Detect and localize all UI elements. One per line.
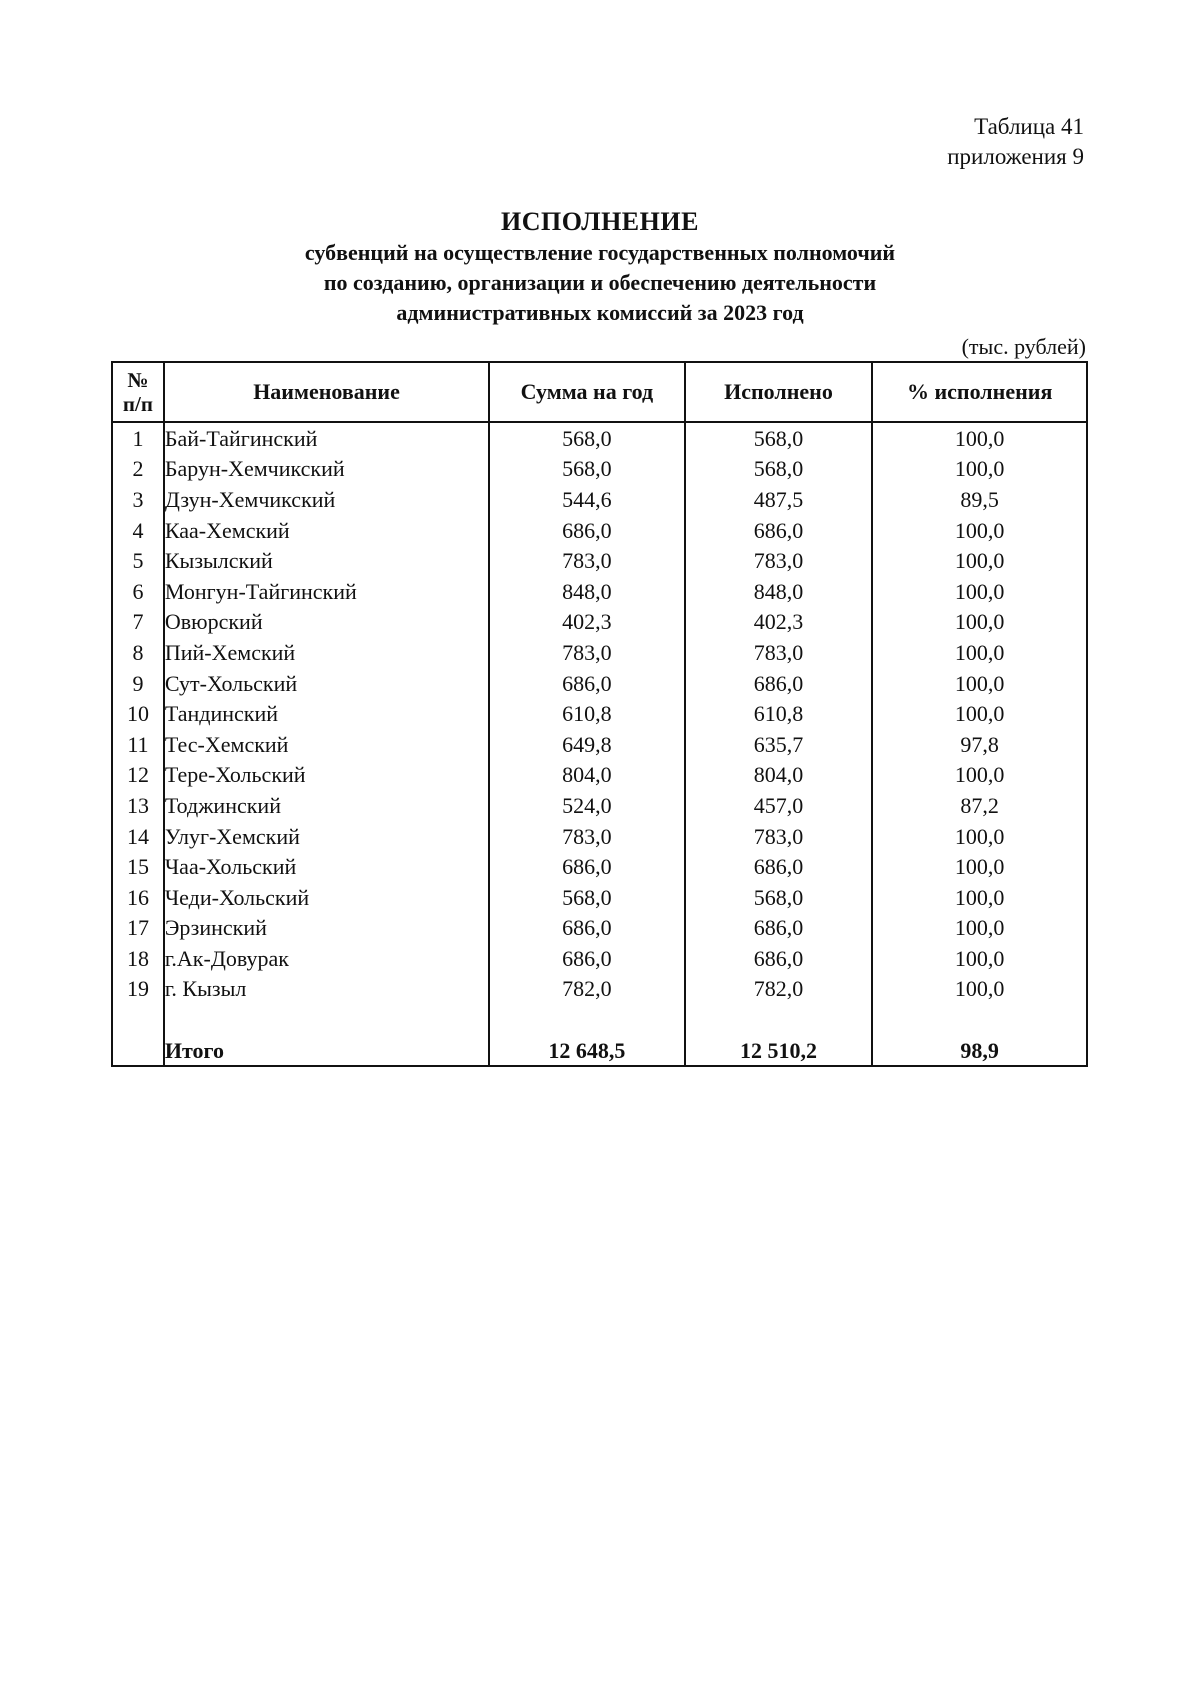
row-pct: 87,2 — [872, 790, 1087, 821]
row-number: 11 — [112, 729, 164, 760]
table-row — [112, 698, 1087, 729]
row-name: Пий-Хемский — [164, 637, 489, 668]
row-pct: 100,0 — [872, 882, 1087, 913]
row-done: 568,0 — [685, 454, 873, 485]
row-done: 686,0 — [685, 515, 873, 546]
table-row — [112, 607, 1087, 638]
units-label: (тыс. рублей) — [961, 334, 1086, 359]
table-total-row — [112, 1035, 1087, 1067]
table-header-row — [112, 362, 1087, 422]
row-number: 13 — [112, 790, 164, 821]
row-sum: 686,0 — [489, 851, 684, 882]
row-number: 16 — [112, 882, 164, 913]
row-number: 19 — [112, 974, 164, 1005]
table-row — [112, 821, 1087, 852]
row-sum: 610,8 — [489, 698, 684, 729]
row-pct: 100,0 — [872, 422, 1087, 454]
row-pct: 100,0 — [872, 576, 1087, 607]
document-title — [0, 206, 1200, 328]
row-name: Тандинский — [164, 698, 489, 729]
table-row — [112, 515, 1087, 546]
row-number: 2 — [112, 454, 164, 485]
row-name: Овюрский — [164, 607, 489, 638]
table-row — [112, 882, 1087, 913]
table-row — [112, 729, 1087, 760]
row-pct: 100,0 — [872, 637, 1087, 668]
row-sum: 686,0 — [489, 913, 684, 944]
row-pct: 100,0 — [872, 668, 1087, 699]
caption-appendix: приложения 9 — [947, 144, 1084, 169]
row-done: 686,0 — [685, 943, 873, 974]
row-number: 14 — [112, 821, 164, 852]
row-sum: 568,0 — [489, 422, 684, 454]
row-done: 783,0 — [685, 821, 873, 852]
row-done: 568,0 — [685, 882, 873, 913]
row-name: Бай-Тайгинский — [164, 422, 489, 454]
header-number-abbr: п/п — [122, 392, 153, 416]
title-line-1: субвенций на осуществление государственных полномочий — [304, 240, 896, 265]
row-sum: 783,0 — [489, 821, 684, 852]
header-number-sign: № — [127, 368, 149, 392]
row-name: Тес-Хемский — [164, 729, 489, 760]
table-caption — [947, 112, 1084, 172]
row-sum: 649,8 — [489, 729, 684, 760]
row-number: 5 — [112, 545, 164, 576]
row-sum: 783,0 — [489, 637, 684, 668]
row-pct: 100,0 — [872, 607, 1087, 638]
title-line-3: административных комиссий за 2023 год — [396, 300, 804, 325]
row-number: 7 — [112, 607, 164, 638]
table-row — [112, 545, 1087, 576]
table-row — [112, 668, 1087, 699]
total-name: Итого — [164, 1035, 489, 1067]
row-done: 804,0 — [685, 760, 873, 791]
table-row — [112, 943, 1087, 974]
row-sum: 686,0 — [489, 943, 684, 974]
total-pct: 98,9 — [872, 1035, 1087, 1067]
row-pct: 100,0 — [872, 545, 1087, 576]
table-row — [112, 760, 1087, 791]
table-row — [112, 576, 1087, 607]
row-done: 686,0 — [685, 668, 873, 699]
row-done: 848,0 — [685, 576, 873, 607]
row-sum: 783,0 — [489, 545, 684, 576]
row-name: Каа-Хемский — [164, 515, 489, 546]
row-name: Чеди-Хольский — [164, 882, 489, 913]
header-pct: % исполнения — [872, 362, 1087, 422]
row-done: 635,7 — [685, 729, 873, 760]
row-pct: 100,0 — [872, 454, 1087, 485]
row-name: Чаа-Хольский — [164, 851, 489, 882]
row-sum: 804,0 — [489, 760, 684, 791]
row-sum: 568,0 — [489, 454, 684, 485]
row-pct: 100,0 — [872, 515, 1087, 546]
total-sum: 12 648,5 — [489, 1035, 684, 1067]
row-sum: 402,3 — [489, 607, 684, 638]
row-number: 10 — [112, 698, 164, 729]
row-done: 568,0 — [685, 422, 873, 454]
total-done: 12 510,2 — [685, 1035, 873, 1067]
row-sum: 686,0 — [489, 515, 684, 546]
row-name: Сут-Хольский — [164, 668, 489, 699]
row-done: 686,0 — [685, 913, 873, 944]
row-sum: 686,0 — [489, 668, 684, 699]
row-name: Улуг-Хемский — [164, 821, 489, 852]
row-number: 3 — [112, 484, 164, 515]
row-done: 686,0 — [685, 851, 873, 882]
row-name: Монгун-Тайгинский — [164, 576, 489, 607]
table-spacer-row — [112, 1004, 1087, 1035]
table-row — [112, 637, 1087, 668]
title-line-2: по созданию, организации и обеспечению деятельности — [323, 270, 877, 295]
row-pct: 100,0 — [872, 760, 1087, 791]
row-sum: 544,6 — [489, 484, 684, 515]
row-name: Эрзинский — [164, 913, 489, 944]
row-done: 487,5 — [685, 484, 873, 515]
table-row — [112, 974, 1087, 1005]
row-name: Тере-Хольский — [164, 760, 489, 791]
row-done: 783,0 — [685, 545, 873, 576]
row-number: 18 — [112, 943, 164, 974]
row-sum: 568,0 — [489, 882, 684, 913]
row-pct: 100,0 — [872, 943, 1087, 974]
row-number: 1 — [112, 422, 164, 454]
row-sum: 524,0 — [489, 790, 684, 821]
row-name: г. Кызыл — [164, 974, 489, 1005]
execution-table — [111, 361, 1088, 1067]
row-number: 17 — [112, 913, 164, 944]
row-sum: 782,0 — [489, 974, 684, 1005]
row-done: 783,0 — [685, 637, 873, 668]
table-row — [112, 422, 1087, 454]
total-number-cell — [112, 1035, 164, 1067]
row-sum: 848,0 — [489, 576, 684, 607]
header-number — [112, 362, 164, 422]
row-pct: 97,8 — [872, 729, 1087, 760]
row-pct: 100,0 — [872, 851, 1087, 882]
row-pct: 89,5 — [872, 484, 1087, 515]
row-done: 402,3 — [685, 607, 873, 638]
row-pct: 100,0 — [872, 821, 1087, 852]
header-sum: Сумма на год — [489, 362, 684, 422]
table-row — [112, 851, 1087, 882]
table-row — [112, 790, 1087, 821]
row-number: 6 — [112, 576, 164, 607]
caption-table-number: Таблица 41 — [974, 114, 1084, 139]
row-pct: 100,0 — [872, 974, 1087, 1005]
table-row — [112, 454, 1087, 485]
row-number: 15 — [112, 851, 164, 882]
table-row — [112, 484, 1087, 515]
row-pct: 100,0 — [872, 698, 1087, 729]
table-row — [112, 913, 1087, 944]
row-done: 457,0 — [685, 790, 873, 821]
header-done: Исполнено — [685, 362, 873, 422]
row-pct: 100,0 — [872, 913, 1087, 944]
row-name: г.Ак-Довурак — [164, 943, 489, 974]
row-name: Дзун-Хемчикский — [164, 484, 489, 515]
title-heading: ИСПОЛНЕНИЕ — [501, 207, 699, 236]
row-number: 9 — [112, 668, 164, 699]
row-name: Кызылский — [164, 545, 489, 576]
row-name: Тоджинский — [164, 790, 489, 821]
row-done: 610,8 — [685, 698, 873, 729]
row-name: Барун-Хемчикский — [164, 454, 489, 485]
row-number: 12 — [112, 760, 164, 791]
row-number: 4 — [112, 515, 164, 546]
row-number: 8 — [112, 637, 164, 668]
header-name: Наименование — [164, 362, 489, 422]
row-done: 782,0 — [685, 974, 873, 1005]
